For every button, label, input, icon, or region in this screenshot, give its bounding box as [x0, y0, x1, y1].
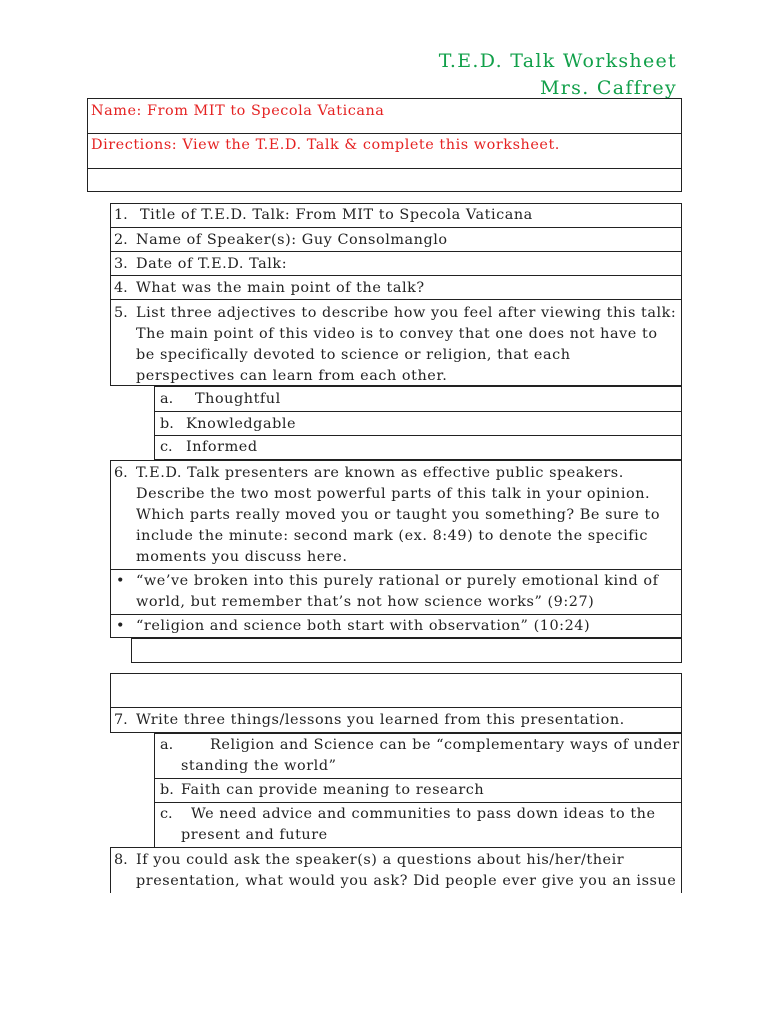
blank-box	[131, 638, 682, 663]
bullet-text-1-line-2: world, but remember that’s not how science works” (9:27)	[136, 594, 595, 610]
adjective-letter-b: b.	[160, 416, 174, 432]
lesson-row-b	[155, 779, 681, 803]
adjective-row-a	[155, 387, 681, 412]
question-text-8-line-2: presentation, what would you ask? Did people ever give you an issue	[136, 873, 677, 889]
lesson-row-c	[155, 803, 681, 849]
directions-row	[88, 134, 681, 169]
bullet-icon: •	[116, 573, 125, 589]
adjective-row-b	[155, 412, 681, 436]
question-row-1	[111, 204, 681, 228]
question-number-7: 7.	[114, 712, 128, 728]
teacher-name: Mrs. Caffrey	[540, 77, 677, 99]
question-row-6	[111, 461, 681, 570]
adjective-text-a: Thoughtful	[195, 391, 281, 407]
question-text-3: Date of T.E.D. Talk:	[136, 256, 288, 272]
blank-row	[88, 169, 681, 191]
question-text-5-line-1: List three adjectives to describe how you feel after viewing this talk:	[136, 305, 677, 321]
question-text-6-line-2: Describe the two most powerful parts of this talk in your opinion.	[136, 486, 651, 502]
lesson-text-a-line-1: Religion and Science can be “complementary ways of under	[210, 737, 680, 753]
bullet-text-1-line-1: “we’ve broken into this purely rational or purely emotional kind of	[136, 573, 659, 589]
question-text-1: Title of T.E.D. Talk: From MIT to Specola Vaticana	[140, 207, 533, 223]
question-number-4: 4.	[114, 280, 128, 296]
questions-table-1	[110, 203, 682, 386]
adjective-text-c: Informed	[186, 439, 258, 455]
question-text-8-line-1: If you could ask the speaker(s) a questions about his/her/their	[136, 852, 625, 868]
answer-text-5-line-2: The main point of this video is to convey that one does not have to	[136, 326, 658, 342]
questions-table-3	[110, 707, 682, 733]
adjective-letter-a: a.	[160, 391, 174, 407]
questions-table-2	[110, 460, 682, 638]
lesson-letter-c: c.	[160, 806, 173, 822]
lesson-text-c-line-2: present and future	[181, 827, 328, 843]
adjective-text-b: Knowledgable	[186, 416, 297, 432]
question-text-6-line-4: include the minute: second mark (ex. 8:49) to denote the specific	[136, 528, 648, 544]
adjective-letter-c: c.	[160, 439, 173, 455]
lesson-text-a-line-2: standing the world”	[181, 758, 337, 774]
name-field: Name: From MIT to Specola Vaticana	[91, 103, 385, 119]
question-text-6-line-1: T.E.D. Talk presenters are known as effective public speakers.	[136, 465, 624, 481]
bullet-row-2	[111, 615, 681, 639]
answer-text-5-line-4: perspectives can learn from each other.	[136, 368, 448, 384]
question-row-5	[111, 300, 681, 387]
question-text-4: What was the main point of the talk?	[136, 280, 425, 296]
question-row-3	[111, 252, 681, 276]
question-text-7: Write three things/lessons you learned from this presentation.	[136, 712, 625, 728]
lesson-text-c-line-1: We need advice and communities to pass down ideas to the	[191, 806, 656, 822]
lesson-row-a	[155, 734, 681, 779]
answer-text-5-line-3: be specifically devoted to science or religion, that each	[136, 347, 571, 363]
empty-box	[110, 673, 682, 708]
lesson-text-b: Faith can provide meaning to research	[181, 782, 485, 798]
question-row-4	[111, 276, 681, 300]
question-text-2: Name of Speaker(s): Guy Consolmanglo	[136, 232, 448, 248]
adjectives-table	[154, 386, 682, 460]
questions-table-4	[110, 847, 682, 893]
directions-text: Directions: View the T.E.D. Talk & complete this worksheet.	[91, 137, 560, 153]
lesson-letter-a: a.	[160, 737, 174, 753]
question-number-6: 6.	[114, 465, 128, 481]
question-number-8: 8.	[114, 852, 128, 868]
info-table	[87, 98, 682, 192]
bullet-icon: •	[116, 618, 125, 634]
worksheet-title: T.E.D. Talk Worksheet	[438, 50, 677, 72]
bullet-text-2: “religion and science both start with observation” (10:24)	[136, 618, 591, 634]
question-number-1: 1.	[114, 207, 128, 223]
name-row	[88, 99, 681, 134]
bullet-row-1	[111, 570, 681, 615]
adjective-row-c	[155, 436, 681, 461]
question-row-2	[111, 228, 681, 252]
lesson-letter-b: b.	[160, 782, 174, 798]
question-text-6-line-3: Which parts really moved you or taught you something? Be sure to	[136, 507, 661, 523]
question-text-6-line-5: moments you discuss here.	[136, 549, 348, 565]
question-number-2: 2.	[114, 232, 128, 248]
lessons-table	[154, 733, 682, 848]
question-number-5: 5.	[114, 305, 128, 321]
question-number-3: 3.	[114, 256, 128, 272]
